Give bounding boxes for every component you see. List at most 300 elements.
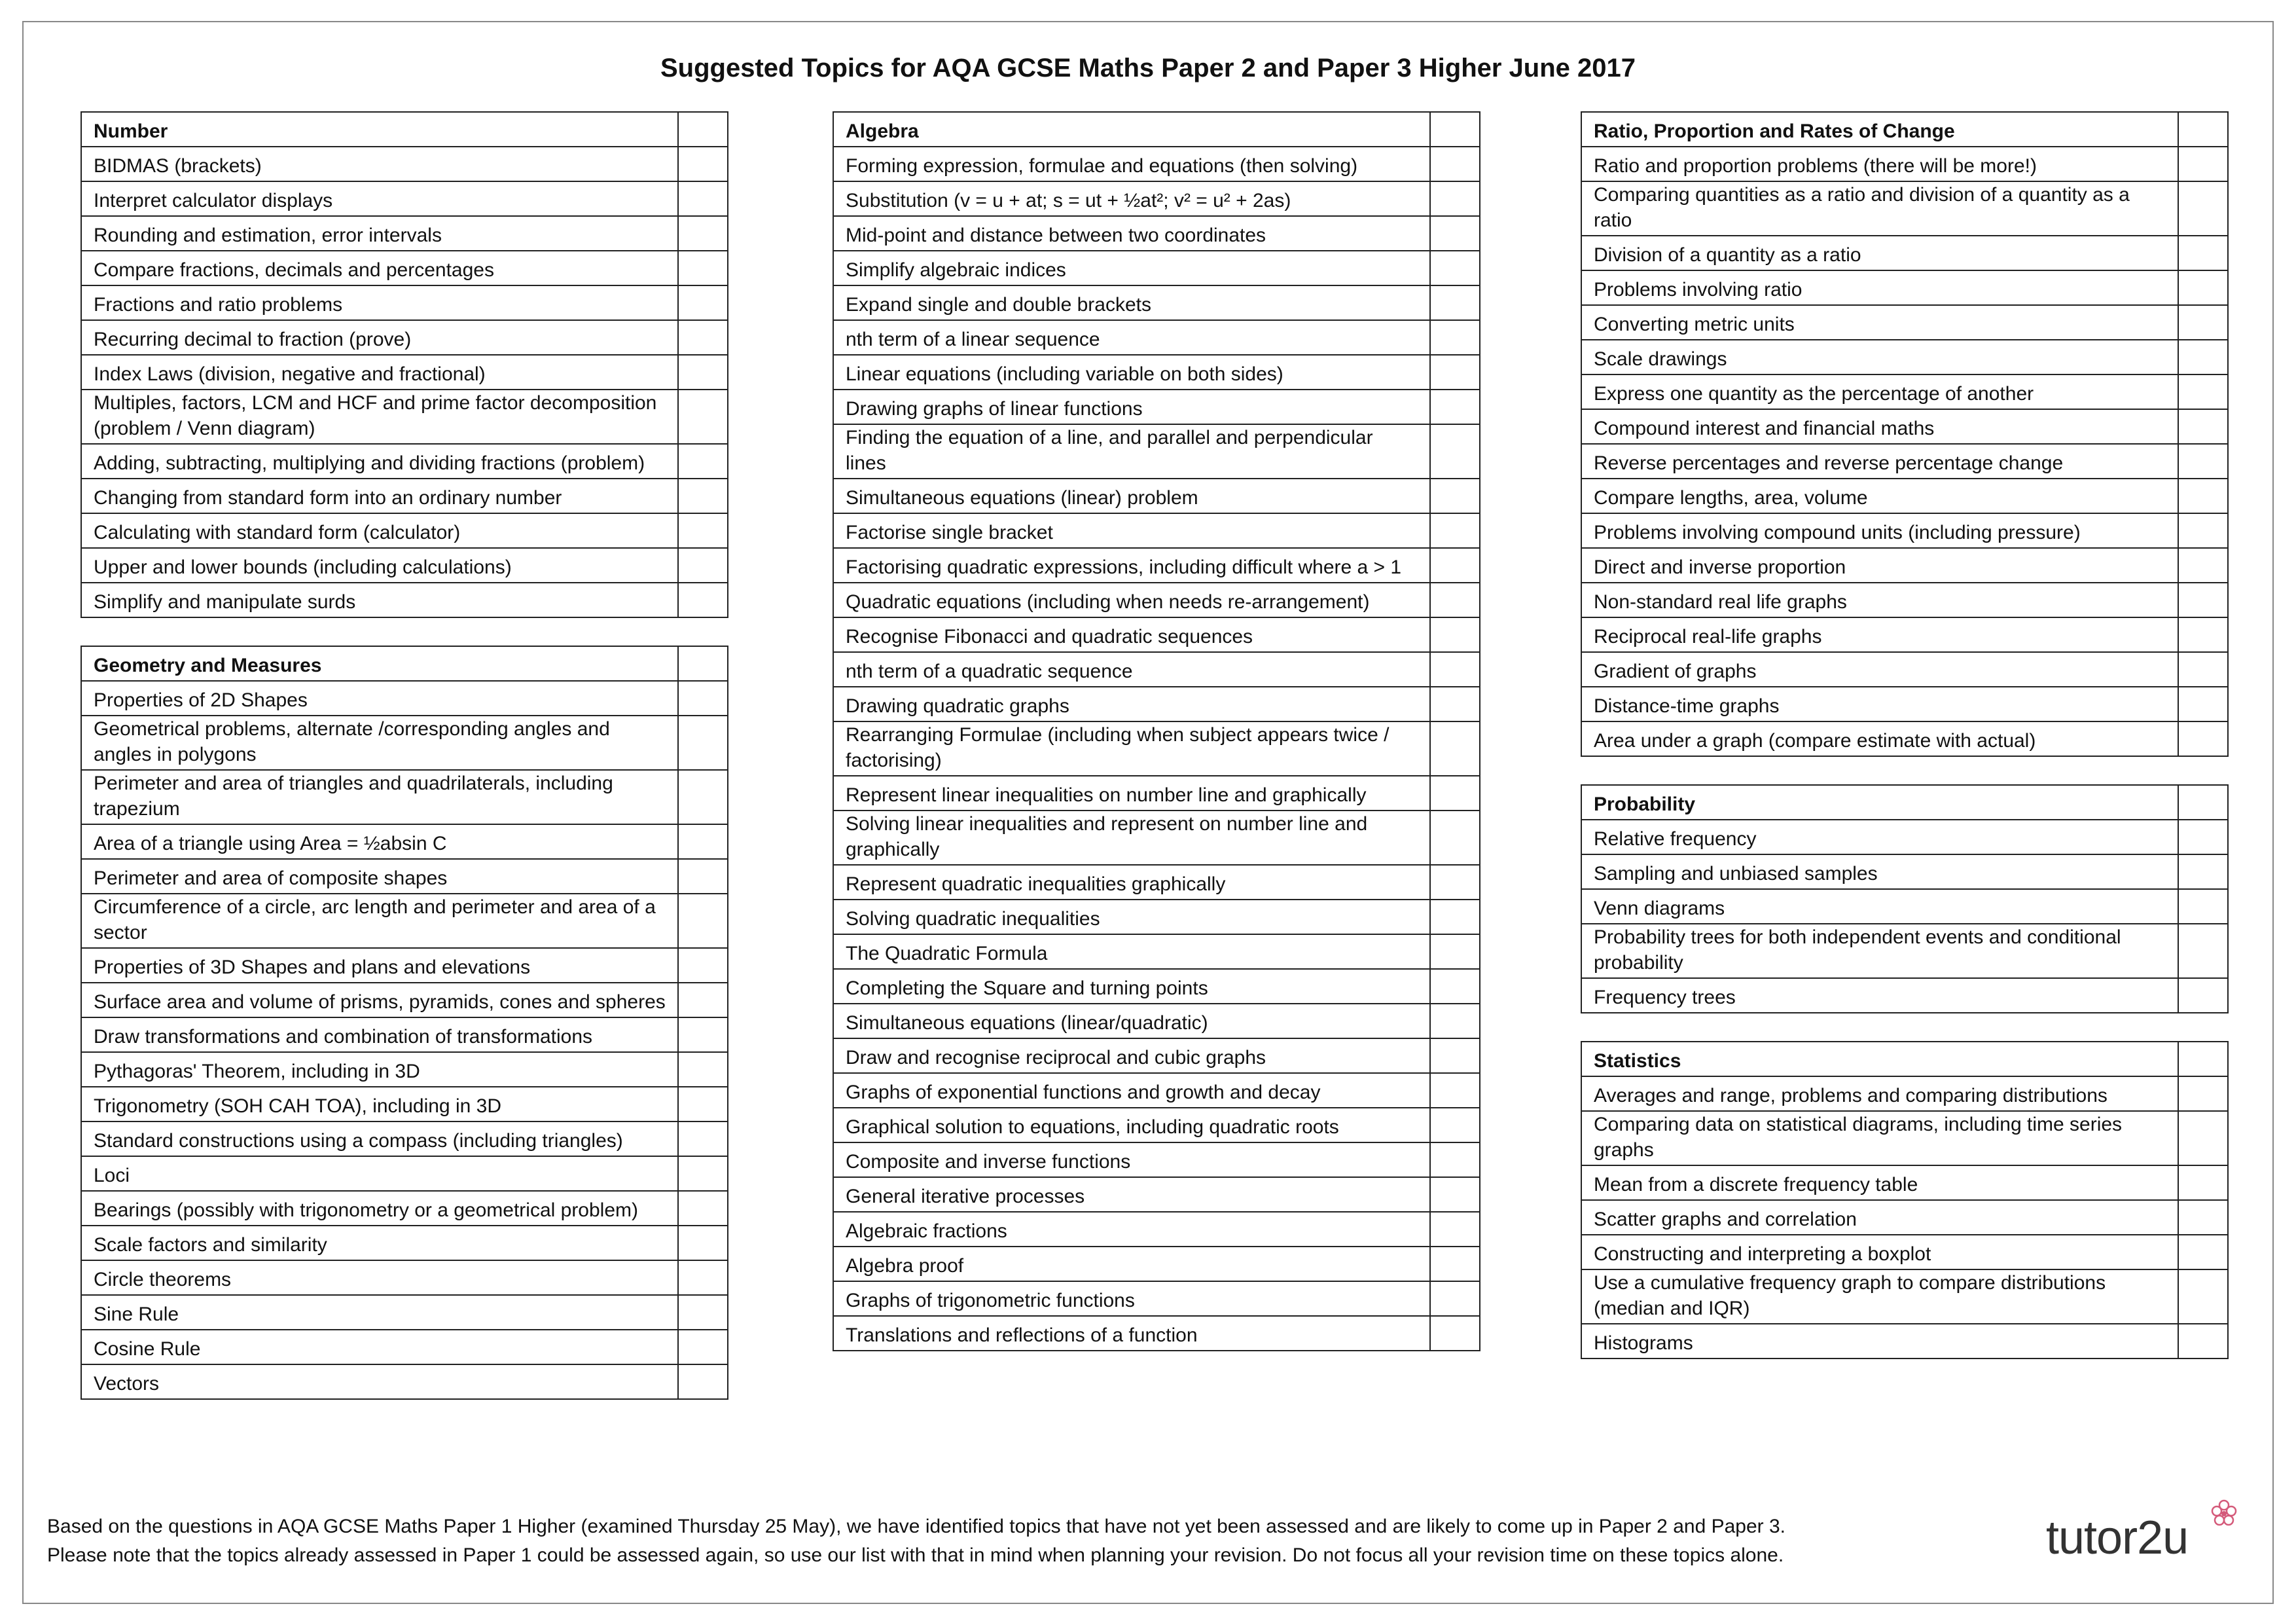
section-header-row: [833, 112, 1480, 147]
topic-checkbox[interactable]: [2178, 236, 2228, 270]
table-row: [833, 320, 1480, 355]
topic-label: Use a cumulative frequency graph to compare distributions (median and IQR): [1581, 1269, 2178, 1324]
topic-label: Area under a graph (compare estimate with actual): [1581, 721, 2178, 756]
table-row: [81, 390, 728, 444]
topic-label: Averages and range, problems and comparing distributions: [1581, 1076, 2178, 1111]
table-row: [81, 894, 728, 948]
topic-checkbox[interactable]: [678, 147, 728, 181]
table-row: [81, 513, 728, 548]
topic-label: Simultaneous equations (linear/quadratic): [833, 1004, 1430, 1038]
topic-label: Area of a triangle using Area = ½absin C: [81, 824, 678, 859]
topic-checkbox[interactable]: [2178, 687, 2228, 721]
table-row: [1581, 548, 2228, 583]
topic-label: Scatter graphs and correlation: [1581, 1200, 2178, 1235]
topic-label: Graphical solution to equations, including quadratic roots: [833, 1108, 1430, 1142]
topic-checkbox[interactable]: [1430, 1247, 1480, 1281]
topic-label: nth term of a quadratic sequence: [833, 652, 1430, 687]
topic-label: Scale factors and similarity: [81, 1226, 678, 1260]
topic-checkbox[interactable]: [1430, 721, 1480, 776]
footer-note: [47, 1512, 1785, 1569]
topic-checkbox[interactable]: [2178, 1200, 2228, 1235]
topic-label: Venn diagrams: [1581, 889, 2178, 924]
topic-label: Perimeter and area of composite shapes: [81, 859, 678, 894]
table-row: [81, 583, 728, 617]
section-header-row: [1581, 112, 2228, 147]
table-row: [81, 824, 728, 859]
topic-label: Rounding and estimation, error intervals: [81, 216, 678, 251]
topic-label: Algebraic fractions: [833, 1212, 1430, 1247]
topic-label: Distance-time graphs: [1581, 687, 2178, 721]
topic-label: Division of a quantity as a ratio: [1581, 236, 2178, 270]
topic-table-geometry-and-measures: [81, 646, 728, 1400]
topic-checkbox[interactable]: [1430, 548, 1480, 583]
table-row: [1581, 854, 2228, 889]
topic-label: Circumference of a circle, arc length and perimeter and area of a sector: [81, 894, 678, 948]
topic-checkbox[interactable]: [1430, 1108, 1480, 1142]
table-row: [833, 1177, 1480, 1212]
topic-label: Substitution (v = u + at; s = ut + ½at²; v² = u² + 2as): [833, 181, 1430, 216]
table-row: [833, 1004, 1480, 1038]
topic-label: Reciprocal real-life graphs: [1581, 617, 2178, 652]
topic-label: Fractions and ratio problems: [81, 285, 678, 320]
table-row: [833, 811, 1480, 865]
topic-checkbox[interactable]: [678, 320, 728, 355]
table-row: [833, 1247, 1480, 1281]
topic-checkbox[interactable]: [2178, 854, 2228, 889]
section-header-row: [81, 646, 728, 681]
table-row: [81, 479, 728, 513]
section-heading: Ratio, Proportion and Rates of Change: [1581, 112, 2178, 147]
topic-checkbox[interactable]: [678, 1260, 728, 1295]
topic-label: Properties of 2D Shapes: [81, 681, 678, 716]
topic-checkbox[interactable]: [678, 216, 728, 251]
topic-checkbox[interactable]: [2178, 147, 2228, 181]
header-check-cell: [2178, 1042, 2228, 1076]
topic-checkbox[interactable]: [678, 1330, 728, 1364]
topic-label: Sine Rule: [81, 1295, 678, 1330]
section-header-row: [1581, 785, 2228, 820]
topic-label: Problems involving ratio: [1581, 270, 2178, 305]
table-row: [81, 1330, 728, 1364]
topic-label: Converting metric units: [1581, 305, 2178, 340]
topic-checkbox[interactable]: [1430, 251, 1480, 285]
table-row: [833, 147, 1480, 181]
topic-label: Sampling and unbiased samples: [1581, 854, 2178, 889]
table-row: [81, 548, 728, 583]
table-row: [81, 681, 728, 716]
table-row: [81, 444, 728, 479]
topic-label: Circle theorems: [81, 1260, 678, 1295]
topic-label: Graphs of trigonometric functions: [833, 1281, 1430, 1316]
table-row: [81, 1156, 728, 1191]
table-row: [1581, 181, 2228, 236]
topic-checkbox[interactable]: [2178, 721, 2228, 756]
topic-checkbox[interactable]: [1430, 900, 1480, 934]
topic-checkbox[interactable]: [678, 983, 728, 1017]
topic-checkbox[interactable]: [2178, 1165, 2228, 1200]
topic-checkbox[interactable]: [678, 948, 728, 983]
table-row: [81, 1087, 728, 1122]
table-row: [1581, 1235, 2228, 1269]
header-check-cell: [2178, 785, 2228, 820]
topic-label: Rearranging Formulae (including when subject appears twice / factorising): [833, 721, 1430, 776]
section-heading: Algebra: [833, 112, 1430, 147]
section-header-row: [1581, 1042, 2228, 1076]
topic-label: Quadratic equations (including when needs re-arrangement): [833, 583, 1430, 617]
topic-checkbox[interactable]: [2178, 1324, 2228, 1359]
topic-checkbox[interactable]: [2178, 1269, 2228, 1324]
topic-checkbox[interactable]: [1430, 181, 1480, 216]
header-check-cell: [1430, 112, 1480, 147]
topic-label: Properties of 3D Shapes and plans and elevations: [81, 948, 678, 983]
table-row: [833, 355, 1480, 390]
table-row: [1581, 270, 2228, 305]
topic-checkbox[interactable]: [1430, 865, 1480, 900]
topic-checkbox[interactable]: [678, 770, 728, 824]
table-row: [81, 320, 728, 355]
topic-label: Upper and lower bounds (including calculations): [81, 548, 678, 583]
topic-checkbox[interactable]: [678, 1122, 728, 1156]
topic-label: Loci: [81, 1156, 678, 1191]
topic-label: Compound interest and financial maths: [1581, 409, 2178, 444]
topic-label: Solving linear inequalities and represent on number line and graphically: [833, 811, 1430, 865]
table-row: [81, 1226, 728, 1260]
topic-checkbox[interactable]: [678, 285, 728, 320]
table-row: [1581, 147, 2228, 181]
footer-line-2: Please note that the topics already assessed in Paper 1 could be assessed again, so use our list with that in mind when planning your revision. Do not focus all your revision time on these topics alone.: [47, 1544, 1784, 1566]
table-row: [81, 355, 728, 390]
topic-checkbox[interactable]: [1430, 811, 1480, 865]
table-row: [833, 721, 1480, 776]
table-row: [81, 251, 728, 285]
topic-checkbox[interactable]: [678, 1191, 728, 1226]
header-check-cell: [678, 112, 728, 147]
table-row: [81, 983, 728, 1017]
topic-checkbox[interactable]: [1430, 1038, 1480, 1073]
topic-label: nth term of a linear sequence: [833, 320, 1430, 355]
table-row: [833, 1073, 1480, 1108]
topic-label: Pythagoras' Theorem, including in 3D: [81, 1052, 678, 1087]
topic-label: Algebra proof: [833, 1247, 1430, 1281]
topic-label: Forming expression, formulae and equations (then solving): [833, 147, 1430, 181]
topic-label: Translations and reflections of a function: [833, 1316, 1430, 1351]
section-heading: Statistics: [1581, 1042, 2178, 1076]
topic-label: Gradient of graphs: [1581, 652, 2178, 687]
topic-checkbox[interactable]: [678, 824, 728, 859]
topic-label: Constructing and interpreting a boxplot: [1581, 1235, 2178, 1269]
topic-label: Geometrical problems, alternate /corresponding angles and angles in polygons: [81, 716, 678, 770]
topic-checkbox[interactable]: [2178, 479, 2228, 513]
topic-checkbox[interactable]: [2178, 1076, 2228, 1111]
topic-label: Perimeter and area of triangles and quadrilaterals, including trapezium: [81, 770, 678, 824]
table-row: [833, 251, 1480, 285]
topic-label: Completing the Square and turning points: [833, 969, 1430, 1004]
topic-checkbox[interactable]: [678, 1364, 728, 1399]
topic-label: Recurring decimal to fraction (prove): [81, 320, 678, 355]
topic-label: Surface area and volume of prisms, pyramids, cones and spheres: [81, 983, 678, 1017]
column-right: [1581, 111, 2229, 1387]
topic-checkbox[interactable]: [678, 355, 728, 390]
table-row: [81, 1364, 728, 1399]
table-row: [833, 865, 1480, 900]
table-row: [1581, 305, 2228, 340]
topic-checkbox[interactable]: [1430, 776, 1480, 811]
topic-checkbox[interactable]: [678, 1052, 728, 1087]
topic-label: Frequency trees: [1581, 978, 2178, 1013]
topic-label: Expand single and double brackets: [833, 285, 1430, 320]
topic-checkbox[interactable]: [1430, 1212, 1480, 1247]
topic-checkbox[interactable]: [1430, 1177, 1480, 1212]
topic-checkbox[interactable]: [678, 1156, 728, 1191]
table-row: [833, 479, 1480, 513]
topic-checkbox[interactable]: [1430, 390, 1480, 424]
topic-table-probability: [1581, 784, 2229, 1013]
page-title: Suggested Topics for AQA GCSE Maths Paper 2 and Paper 3 Higher June 2017: [660, 54, 1636, 82]
table-row: [1581, 1200, 2228, 1235]
topic-label: Cosine Rule: [81, 1330, 678, 1364]
topic-label: Calculating with standard form (calculator): [81, 513, 678, 548]
table-row: [1581, 444, 2228, 479]
table-row: [833, 513, 1480, 548]
topic-checkbox[interactable]: [2178, 924, 2228, 978]
topic-checkbox[interactable]: [678, 181, 728, 216]
topic-label: Direct and inverse proportion: [1581, 548, 2178, 583]
table-row: [833, 583, 1480, 617]
topic-checkbox[interactable]: [2178, 513, 2228, 548]
table-row: [1581, 889, 2228, 924]
tutor2u-logo: [2046, 1499, 2242, 1571]
table-row: [833, 548, 1480, 583]
topic-label: Adding, subtracting, multiplying and dividing fractions (problem): [81, 444, 678, 479]
topic-label: Ratio and proportion problems (there will be more!): [1581, 147, 2178, 181]
topic-checkbox[interactable]: [678, 479, 728, 513]
topic-label: Problems involving compound units (including pressure): [1581, 513, 2178, 548]
topic-checkbox[interactable]: [678, 1295, 728, 1330]
table-row: [81, 770, 728, 824]
table-row: [1581, 1111, 2228, 1165]
topic-checkbox[interactable]: [678, 894, 728, 948]
table-row: [833, 1038, 1480, 1073]
table-row: [1581, 479, 2228, 513]
topic-label: Factorising quadratic expressions, including difficult where a > 1: [833, 548, 1430, 583]
table-row: [833, 424, 1480, 479]
header-check-cell: [678, 646, 728, 681]
topic-label: Standard constructions using a compass (including triangles): [81, 1122, 678, 1156]
topic-label: Relative frequency: [1581, 820, 2178, 854]
header-check-cell: [2178, 112, 2228, 147]
topic-checkbox[interactable]: [1430, 320, 1480, 355]
topic-checkbox[interactable]: [678, 251, 728, 285]
topic-checkbox[interactable]: [2178, 374, 2228, 409]
topic-checkbox[interactable]: [678, 513, 728, 548]
topic-checkbox[interactable]: [678, 716, 728, 770]
section-heading: Number: [81, 112, 678, 147]
table-row: [81, 1191, 728, 1226]
logo-wordmark: tutor2u: [2046, 1512, 2189, 1564]
topic-label: Histograms: [1581, 1324, 2178, 1359]
table-row: [1581, 687, 2228, 721]
table-row: [81, 1052, 728, 1087]
topic-checkbox[interactable]: [2178, 889, 2228, 924]
topic-label: Probability trees for both independent events and conditional probability: [1581, 924, 2178, 978]
topic-checkbox[interactable]: [678, 444, 728, 479]
table-row: [81, 1295, 728, 1330]
topic-checkbox[interactable]: [2178, 978, 2228, 1013]
table-row: [81, 948, 728, 983]
topic-checkbox[interactable]: [678, 1226, 728, 1260]
topic-label: Reverse percentages and reverse percentage change: [1581, 444, 2178, 479]
topic-label: Interpret calculator displays: [81, 181, 678, 216]
topic-label: Mean from a discrete frequency table: [1581, 1165, 2178, 1200]
topic-checkbox[interactable]: [1430, 969, 1480, 1004]
topic-checkbox[interactable]: [1430, 934, 1480, 969]
topic-checkbox[interactable]: [678, 681, 728, 716]
table-row: [1581, 1076, 2228, 1111]
table-row: [81, 216, 728, 251]
topic-checkbox[interactable]: [2178, 270, 2228, 305]
topic-label: Drawing graphs of linear functions: [833, 390, 1430, 424]
table-row: [1581, 820, 2228, 854]
topic-checkbox[interactable]: [1430, 583, 1480, 617]
table-row: [833, 687, 1480, 721]
topic-checkbox[interactable]: [1430, 1073, 1480, 1108]
table-row: [833, 285, 1480, 320]
topic-label: Draw and recognise reciprocal and cubic graphs: [833, 1038, 1430, 1073]
table-row: [1581, 409, 2228, 444]
topic-label: Linear equations (including variable on both sides): [833, 355, 1430, 390]
topic-checkbox[interactable]: [2178, 548, 2228, 583]
topic-checkbox[interactable]: [1430, 1281, 1480, 1316]
table-row: [81, 716, 728, 770]
table-row: [81, 1122, 728, 1156]
topic-checkbox[interactable]: [678, 548, 728, 583]
table-row: [833, 969, 1480, 1004]
topic-checkbox[interactable]: [2178, 1111, 2228, 1165]
topic-checkbox[interactable]: [2178, 305, 2228, 340]
topic-checkbox[interactable]: [1430, 1142, 1480, 1177]
table-row: [1581, 924, 2228, 978]
topic-checkbox[interactable]: [1430, 513, 1480, 548]
topic-label: Simplify and manipulate surds: [81, 583, 678, 617]
table-row: [833, 1142, 1480, 1177]
topic-label: Trigonometry (SOH CAH TOA), including in 3D: [81, 1087, 678, 1122]
table-row: [833, 934, 1480, 969]
topic-checkbox[interactable]: [678, 1017, 728, 1052]
table-row: [1581, 236, 2228, 270]
table-row: [81, 285, 728, 320]
topic-label: Vectors: [81, 1364, 678, 1399]
topic-checkbox[interactable]: [1430, 1316, 1480, 1351]
table-row: [81, 859, 728, 894]
topic-checkbox[interactable]: [678, 390, 728, 444]
topic-label: BIDMAS (brackets): [81, 147, 678, 181]
section-header-row: [81, 112, 728, 147]
topic-label: Solving quadratic inequalities: [833, 900, 1430, 934]
table-row: [81, 1017, 728, 1052]
table-row: [833, 1212, 1480, 1247]
table-row: [1581, 1269, 2228, 1324]
topic-table-ratio-proportion-and-rates-of-change: [1581, 111, 2229, 757]
table-row: [1581, 721, 2228, 756]
topic-checkbox[interactable]: [1430, 1004, 1480, 1038]
topic-label: The Quadratic Formula: [833, 934, 1430, 969]
topic-label: Composite and inverse functions: [833, 1142, 1430, 1177]
topic-checkbox[interactable]: [1430, 424, 1480, 479]
topic-checkbox[interactable]: [678, 1087, 728, 1122]
topic-label: Simplify algebraic indices: [833, 251, 1430, 285]
table-row: [833, 617, 1480, 652]
table-row: [1581, 513, 2228, 548]
topic-table-number: [81, 111, 728, 618]
topic-checkbox[interactable]: [2178, 340, 2228, 374]
topic-checkbox[interactable]: [2178, 820, 2228, 854]
topic-checkbox[interactable]: [2178, 1235, 2228, 1269]
table-row: [833, 776, 1480, 811]
topic-label: Non-standard real life graphs: [1581, 583, 2178, 617]
table-row: [1581, 652, 2228, 687]
topic-checkbox[interactable]: [2178, 652, 2228, 687]
table-row: [833, 652, 1480, 687]
column-left: [81, 111, 728, 1427]
topic-label: General iterative processes: [833, 1177, 1430, 1212]
topic-checkbox[interactable]: [1430, 285, 1480, 320]
topic-checkbox[interactable]: [2178, 181, 2228, 236]
topic-checkbox[interactable]: [1430, 687, 1480, 721]
topic-checkbox[interactable]: [2178, 444, 2228, 479]
topic-checkbox[interactable]: [678, 859, 728, 894]
table-row: [833, 900, 1480, 934]
topic-checkbox[interactable]: [2178, 409, 2228, 444]
table-row: [1581, 978, 2228, 1013]
column-middle: [833, 111, 1480, 1379]
topic-label: Graphs of exponential functions and growth and decay: [833, 1073, 1430, 1108]
topic-checkbox[interactable]: [1430, 355, 1480, 390]
section-heading: Geometry and Measures: [81, 646, 678, 681]
topic-checkbox[interactable]: [1430, 652, 1480, 687]
table-row: [833, 390, 1480, 424]
topic-label: Multiples, factors, LCM and HCF and prime factor decomposition (problem / Venn diagram): [81, 390, 678, 444]
topic-checkbox[interactable]: [1430, 617, 1480, 652]
topic-label: Simultaneous equations (linear) problem: [833, 479, 1430, 513]
table-row: [81, 1260, 728, 1295]
topic-checkbox[interactable]: [1430, 147, 1480, 181]
topic-checkbox[interactable]: [2178, 583, 2228, 617]
table-row: [1581, 340, 2228, 374]
topic-label: Bearings (possibly with trigonometry or a geometrical problem): [81, 1191, 678, 1226]
topic-label: Factorise single bracket: [833, 513, 1430, 548]
topic-checkbox[interactable]: [1430, 216, 1480, 251]
table-row: [833, 181, 1480, 216]
section-heading: Probability: [1581, 785, 2178, 820]
topic-table-statistics: [1581, 1041, 2229, 1359]
topic-label: Comparing data on statistical diagrams, including time series graphs: [1581, 1111, 2178, 1165]
table-row: [81, 147, 728, 181]
table-row: [833, 1108, 1480, 1142]
topic-checkbox[interactable]: [2178, 617, 2228, 652]
flower-icon: [2210, 1499, 2238, 1528]
topic-table-algebra: [833, 111, 1480, 1351]
topic-label: Draw transformations and combination of transformations: [81, 1017, 678, 1052]
table-row: [833, 1316, 1480, 1351]
topic-label: Express one quantity as the percentage of another: [1581, 374, 2178, 409]
table-row: [1581, 617, 2228, 652]
table-row: [1581, 1324, 2228, 1359]
topic-label: Compare lengths, area, volume: [1581, 479, 2178, 513]
table-row: [833, 1281, 1480, 1316]
topic-checkbox[interactable]: [678, 583, 728, 617]
table-row: [1581, 374, 2228, 409]
topic-checkbox[interactable]: [1430, 479, 1480, 513]
